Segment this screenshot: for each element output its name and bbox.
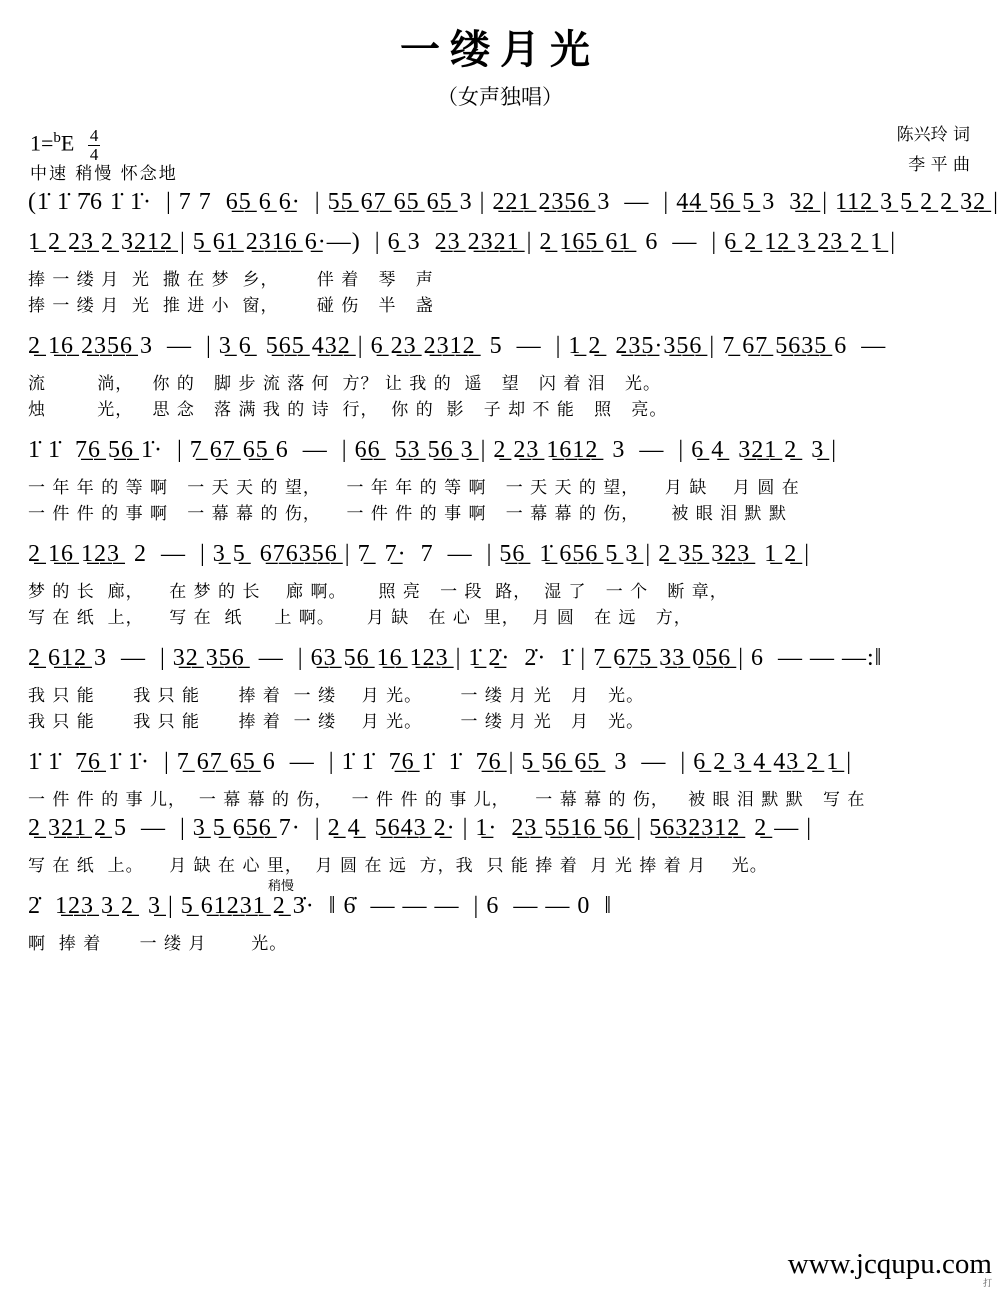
score-meta xyxy=(0,121,1000,185)
key-prefix: 1= xyxy=(30,130,54,156)
lyric-line-1: 啊 捧 着 一 缕 月 光。 xyxy=(28,934,288,954)
lyric-line-1: 流 淌， 你 的 脚 步 流 落 何 方？ 让 我 的 遥 望 闪 着 泪 光。 xyxy=(28,374,661,394)
page-title: 一缕月光 xyxy=(400,26,600,73)
lyric-line-1: 一 年 年 的 等 啊 一 天 天 的 望， 一 年 年 的 等 啊 一 天 天 的 望， 月 缺 月 圆 在 xyxy=(28,478,800,498)
notation-line: 1̇ 1̇ 7̲6̲ 1̇ 1̇· | 7̲ 6̲7̲ 6̲5̲ 6 — | 1̇ 1̇ 7̲6̲ 1̇ 1̇ 7̲6̲ | 5̲ 5̲6̲ 6̲5̲ 3 — | 6̲ 2̲ 3̲ 4̲ 4̲3̲ 2̲ 1̲ | xyxy=(28,749,853,775)
key-letter: E xyxy=(60,130,75,156)
notation-line: 2̲ 6̲1̲2̲ 3 — | 3̲2̲ 3̲5̲6̲ — | 6̲3̲ 5̲6̲ 1̲6̲ 1̲2̲3̲ | 1̲̇ 2̲̇· 2̇· 1̇ | 7̲ 6̲7̲5̲ 3̲3̲ 0̲5̲6̲ | 6 — — —:‖ xyxy=(28,645,883,671)
credits xyxy=(897,121,970,181)
lyric-line-1: 一 件 件 的 事 儿， 一 幕 幕 的 伤， 一 件 件 的 事 儿， 一 幕 幕 的 伤， 被 眼 泪 默 默 写 在 xyxy=(28,790,866,810)
site-watermark: www.jcqupu.com xyxy=(787,1248,992,1280)
lyric-line-1: 写 在 纸 上。 月 缺 在 心 里， 月 圆 在 远 方，我 只 能 捧 着 月 光 捧 着 月 光。 xyxy=(28,856,768,876)
lyric-line-1: 梦 的 长 廊， 在 梦 的 长 廊 啊。 照 亮 一 段 路， 湿 了 一 个 断 章， xyxy=(28,582,728,602)
notation-line: 2̇ 1̲2̲3̲ 3̲ 2̲ 3̲ | 5̲ 6̲1̲2̲3̲1̲ 2̲ 3̇· ‖ 6̇ — — — | 6 — — 0 ‖ xyxy=(28,893,613,919)
spacer xyxy=(0,525,1000,537)
notation-line: 2̲ 3̲2̲1̲ 2̲ 5 — | 3̲ 5̲ 6̲5̲6̲ 7· | 2̲ 4̲ 5̲6̲4̲3̲ 2̲· | 1̲· 2̲3̲ 5̲5̲1̲6̲ 5̲6̲ | 5̲6̲3̲2̲3̲1̲2̲ 2̲ — | xyxy=(28,815,812,841)
score-page xyxy=(0,18,1000,1289)
system-9 xyxy=(28,879,972,955)
system-6 xyxy=(28,641,972,733)
notation-line: 1̇ 1̇ 7̲6̲ 5̲6̲ 1̇· | 7̲ 6̲7̲ 6̲5̲ 6 — | 6̲6̲ 5̲3̲ 5̲6̲ 3̲ | 2̲ 2̲3̲ 1̲6̲1̲2̲ 3 — | 6̲ 4̲ 3̲2̲1̲ 2̲ 3̲ | xyxy=(28,437,838,463)
system-2 xyxy=(28,225,972,317)
lyric-line-2: 烛 光， 思 念 落 满 我 的 诗 行， 你 的 影 子 却 不 能 照 亮。 xyxy=(28,400,668,420)
watermark-small: 打 xyxy=(982,1278,992,1288)
notation-line: 1̲ 2̲ 2̲3̲ 2̲ 3̲2̲1̲2̲ | 5̲ 6̲1̲ 2̲3̲1̲6̲ 6̲·—) | 6̲ 3 2̲3̲ 2̲3̲2̲1̲ | 2̲ 1̲6̲5̲ 6̲1̲ 6 — | 6̲ 2̲ 1̲2̲ 3̲ 2̲3̲ 2̲ 1̲ | xyxy=(28,229,897,255)
notation-line: 2̲ 1̲6̲ 1̲2̲3̲ 2 — | 3̲ 5̲ 6̲7̲6̲3̲5̲6̲ | 7̲ 7̲· 7 — | 5̲6̲ 1̲̇ 6̲5̲6̲ 5̲ 3̲ | 2̲ 3̲5̲ 3̲2̲3̲ 1̲ 2̲ | xyxy=(28,541,811,567)
system-7 xyxy=(28,745,972,811)
flat-symbol: b xyxy=(53,130,61,147)
spacer xyxy=(0,629,1000,641)
lyric-line-1: 我 只 能 我 只 能 捧 着 一 缕 月 光。 一 缕 月 光 月 光。 xyxy=(28,686,645,706)
spacer xyxy=(0,421,1000,433)
spacer xyxy=(0,877,1000,889)
system-8 xyxy=(28,811,972,877)
notation-line: 2̲ 1̲6̲ 2̲3̲5̲6̲ 3 — | 3̲ 6̲ 5̲6̲5̲ 4̲3̲2̲ | 6̲ 2̲3̲ 2̲3̲1̲2̲ 5 — | 1̲ 2̲ 2̲3̲5̲·3̲5̲6̲ | 7̲ 6̲7̲ 5̲6̲3̲5̲ 6 — xyxy=(28,333,887,359)
spacer xyxy=(0,733,1000,745)
slow-annotation: 稍慢 xyxy=(268,879,295,894)
lyricist: 陈兴玲 词 xyxy=(896,125,970,145)
meter-denominator: 4 xyxy=(89,144,99,164)
meter-numerator: 4 xyxy=(89,126,99,145)
lyric-line-2: 捧 一 缕 月 光 推 进 小 窗， 碰 伤 半 盏 xyxy=(28,296,434,316)
system-4 xyxy=(28,433,972,525)
tempo-marking: 中速 稍慢 怀念地 xyxy=(30,164,178,184)
composer: 李 平 曲 xyxy=(908,154,970,175)
lyric-line-1: 捧 一 缕 月 光 撒 在 梦 乡， 伴 着 琴 声 xyxy=(28,270,434,290)
lyric-line-2: 写 在 纸 上， 写 在 纸 上 啊。 月 缺 在 心 里， 月 圆 在 远 方， xyxy=(28,608,692,628)
system-3 xyxy=(28,329,972,421)
notation-line: (1̇ 1̇ 7̇6 1̇ 1̇· | 7 7 6̲5̲ 6̲ 6̲· | 5̲5̲ 6̲7̲ 6̲5̲ 6̲5̲ 3 | 2̲2̲1̲ 2̲3̲5̲6̲ 3 — | 4̲4̲ 5̲6̲ 5̲ 3 3̲2̲ | 1̲1̲2̲ 3̲ 5̲ 2̲ 2̲ 3̲2̲ | xyxy=(28,189,999,215)
system-1 xyxy=(28,185,999,225)
spacer xyxy=(0,317,1000,329)
lyric-line-2: 一 件 件 的 事 啊 一 幕 幕 的 伤， 一 件 件 的 事 啊 一 幕 幕 的 伤， 被 眼 泪 默 默 xyxy=(28,504,787,524)
page-subtitle: （女声独唱） xyxy=(437,85,563,109)
system-5 xyxy=(28,537,972,629)
lyric-line-2: 我 只 能 我 只 能 捧 着 一 缕 月 光。 一 缕 月 光 月 光。 xyxy=(28,712,645,732)
